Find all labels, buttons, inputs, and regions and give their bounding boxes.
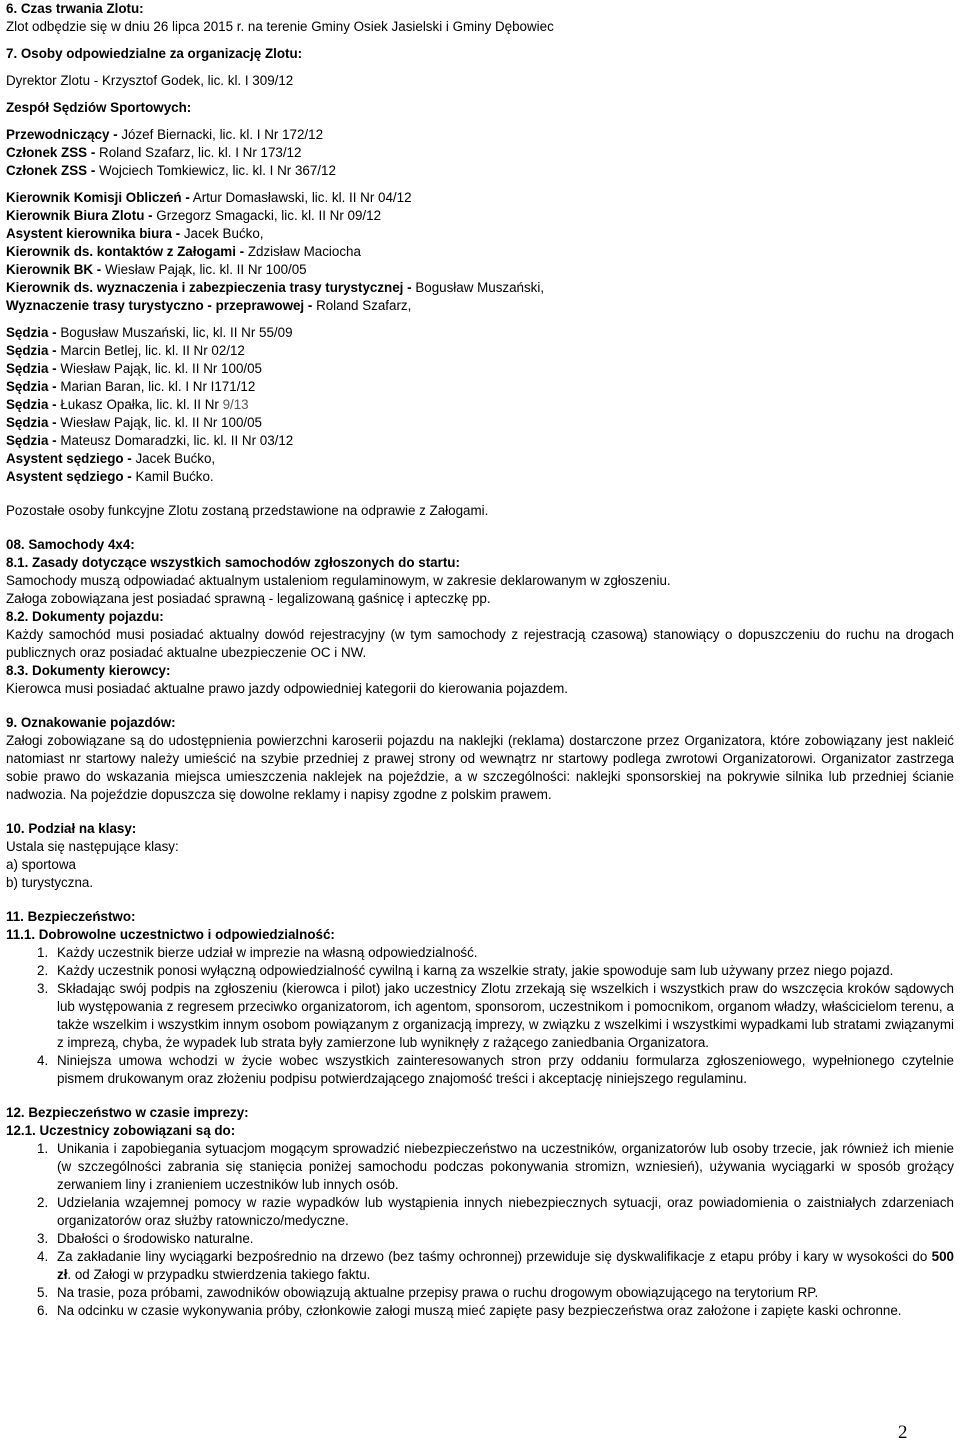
list-item: 1. Unikania i zapobiegania sytuacjom mogącym sprowadzić niebezpieczeństwo na uczestników, organizatorów lub osoby trzecie, jak również ich mienie (w szczególności zabrania się stanięcia poniżej samochodu podczas pokonywania stromizn, wzniesień), używania wyciągarki w sposób grożący zerwaniem liny i zranieniem uczestników lub innych osób. <box>37 1141 954 1192</box>
judge-line: Asystent sędziego - Jacek Bućko, <box>6 451 216 466</box>
judges-list <box>6 324 954 486</box>
judge-line: Sędzia - Łukasz Opałka, lic. kl. II Nr 9/13 <box>6 397 249 412</box>
page-number: 2 <box>898 1422 908 1443</box>
judge-line: Sędzia - Marian Baran, lic. kl. I Nr I171/12 <box>6 379 256 394</box>
judge-line: Asystent sędziego - Kamil Bućko. <box>6 469 214 484</box>
list-item: 2. Każdy uczestnik ponosi wyłączną odpowiedzialność cywilną i karną za wszelkie straty, jakie spowoduje sam lub używany przez niego pojazd. <box>37 963 894 978</box>
staff-line: Kierownik ds. wyznaczenia i zabezpieczenia trasy turystycznej - Bogusław Muszański, <box>6 280 545 295</box>
section-10-heading: 10. Podział na klasy: <box>6 821 137 836</box>
member-line: Członek ZSS - Roland Szafarz, lic. kl. I Nr 173/12 <box>6 145 302 160</box>
section-12-heading: 12. Bezpieczeństwo w czasie imprezy: <box>6 1105 249 1120</box>
judge-line: Sędzia - Mateusz Domaradzki, lic. kl. II Nr 03/12 <box>6 433 294 448</box>
list-item: 5. Na trasie, poza próbami, zawodników obowiązują aktualne przepisy prawa o ruchu drogowym obowiązującego na terytorium RP. <box>37 1285 819 1300</box>
other-officials-note: Pozostałe osoby funkcyjne Zlotu zostaną przedstawione na odprawie z Załogami. <box>6 503 489 518</box>
judge-line: Sędzia - Wiesław Pająk, lic. kl. II Nr 100/05 <box>6 415 263 430</box>
section-6-text: Zlot odbędzie się w dniu 26 lipca 2015 r. na terenie Gminy Osiek Jasielski i Gminy Dębowiec <box>6 19 554 34</box>
section-8-2-text: Każdy samochód musi posiadać aktualny dowód rejestracyjny (w tym samochody z rejestracją czasową) stanowiący o dopuszczeniu do ruchu na drogach publicznych oraz posiadać aktualne ubezpieczenie OC i NW. <box>6 627 954 660</box>
section-8-3-heading: 8.3. Dokumenty kierowcy: <box>6 663 171 678</box>
section-8-1-heading: 8.1. Zasady dotyczące wszystkich samochodów zgłoszonych do startu: <box>6 555 460 570</box>
rally-director: Dyrektor Zlotu - Krzysztof Godek, lic. kl. I 309/12 <box>6 73 294 88</box>
section-11-1-heading: 11.1. Dobrowolne uczestnictwo i odpowiedzialność: <box>6 927 335 942</box>
list-item: 6. Na odcinku w czasie wykonywania próby, członkowie załogi muszą mieć zapięte pasy bezpieczeństwa oraz założone i zapięte kaski ochronne. <box>37 1303 902 1318</box>
staff-line: Kierownik ds. kontaktów z Załogami - Zdzisław Maciocha <box>6 244 361 259</box>
list-item: 1. Każdy uczestnik bierze udział w imprezie na własną odpowiedzialność. <box>37 945 478 960</box>
section-9-text: Załogi zobowiązane są do udostępnienia powierzchni karoserii pojazdu na naklejki (reklama) dostarczone przez Organizatora, które zobowiązany jest nakleić natomiast nr startowy należy umieścić na szybie przedniej z prawej strony od wewnątrz nr startowy podlega zwrotowi Organizatorowi. Organizator zastrzega sobie prawo do wskazania miejsca umieszczenia naklejek na pojeździe, a w szczególności: naklejki sponsorskiej na pokrywie silnika lub przedniej ścianie nadwozia. Na pojeździe dopuszcza się dowolne reklamy i napisy zgodne z polskim prawem. <box>6 733 954 802</box>
section-8-heading: 08. Samochody 4x4: <box>6 537 135 552</box>
section-9-heading: 9. Oznakowanie pojazdów: <box>6 715 176 730</box>
list-item: 3. Składając swój podpis na zgłoszeniu (kierowca i pilot) jako uczestnicy Zlotu zrzekają się wszelkich i wszystkich praw do wszczęcia kroków sądowych lub występowania z regresem przeciwko organizatorom, ich agentom, sponsorom, uczestnikom i pomocnikom, organom władzy, właścicielom terenu, a także wszelkim i wszystkim innym osobom powiązanym z organizacją imprezy, w związku z wszelkimi i wszystkimi wypadkami lub stratami związanymi z imprezą, chyba, że wypadek lub strata były zamierzone lub wyniknęły z rażącego zaniedbania Organizatora. <box>37 981 954 1050</box>
judge-line: Sędzia - Bogusław Muszański, lic, kl. II Nr 55/09 <box>6 325 293 340</box>
judges-team-heading: Zespół Sędziów Sportowych: <box>6 100 192 115</box>
staff-line: Kierownik BK - Wiesław Pająk, lic. kl. II Nr 100/05 <box>6 262 307 277</box>
list-item: 4. Za zakładanie liny wyciągarki bezpośrednio na drzewo (bez taśmy ochronnej) przewiduje się dyskwalifikacje z etapu próby i kary w wysokości do 500 zł. od Załogi w przypadku stwierdzenia takiego faktu. <box>37 1249 954 1282</box>
section-12-1-heading: 12.1. Uczestnicy zobowiązani są do: <box>6 1123 236 1138</box>
staff-line: Kierownik Komisji Obliczeń - Artur Domasławski, lic. kl. II Nr 04/12 <box>6 190 412 205</box>
chairman-line: Przewodniczący - Józef Biernacki, lic. kl. I Nr 172/12 <box>6 127 324 142</box>
class-item: b) turystyczna. <box>6 875 94 890</box>
class-item: a) sportowa <box>6 857 76 872</box>
document-page <box>6 0 954 1320</box>
staff-line: Kierownik Biura Zlotu - Grzegorz Smagacki, lic. kl. II Nr 09/12 <box>6 208 382 223</box>
section-12-list <box>6 1140 954 1320</box>
judge-line: Sędzia - Wiesław Pająk, lic. kl. II Nr 100/05 <box>6 361 263 376</box>
member-line: Członek ZSS - Wojciech Tomkiewicz, lic. kl. I Nr 367/12 <box>6 163 336 178</box>
judge-line: Sędzia - Marcin Betlej, lic. kl. II Nr 02/12 <box>6 343 245 358</box>
section-8-2-heading: 8.2. Dokumenty pojazdu: <box>6 609 164 624</box>
section-8-3-text: Kierowca musi posiadać aktualne prawo jazdy odpowiedniej kategorii do kierowania pojazdem. <box>6 681 568 696</box>
section-11-heading: 11. Bezpieczeństwo: <box>6 909 136 924</box>
staff-list <box>6 189 954 315</box>
list-item: 4. Niniejsza umowa wchodzi w życie wobec wszystkich zainteresowanych stron przy oddaniu formularza zgłoszeniowego, wypełnionego czytelnie pismem drukowanym oraz złożeniu podpisu potwierdzającego znajomość treści i akceptację niniejszego regulaminu. <box>37 1053 954 1086</box>
section-8-1-line: Załoga zobowiązana jest posiadać sprawną - legalizowaną gaśnicę i apteczkę pp. <box>6 591 491 606</box>
staff-line: Asystent kierownika biura - Jacek Bućko, <box>6 226 264 241</box>
section-11-list <box>6 944 954 1088</box>
section-6-heading: 6. Czas trwania Zlotu: <box>6 1 144 16</box>
section-7-heading: 7. Osoby odpowiedzialne za organizację Zlotu: <box>6 46 303 61</box>
classes-intro: Ustala się następujące klasy: <box>6 839 179 854</box>
staff-line: Wyznaczenie trasy turystyczno - przeprawowej - Roland Szafarz, <box>6 298 412 313</box>
list-item: 2. Udzielania wzajemnej pomocy w razie wypadków lub wystąpienia innych niebezpiecznych sytuacji, oraz powiadomienia o zaistniałych zdarzeniach organizatorów oraz służby ratowniczo/medyczne. <box>37 1195 954 1228</box>
list-item: 3. Dbałości o środowisko naturalne. <box>37 1231 254 1246</box>
section-8-1-line: Samochody muszą odpowiadać aktualnym ustaleniom regulaminowym, w zakresie deklarowanym w zgłoszeniu. <box>6 573 671 588</box>
